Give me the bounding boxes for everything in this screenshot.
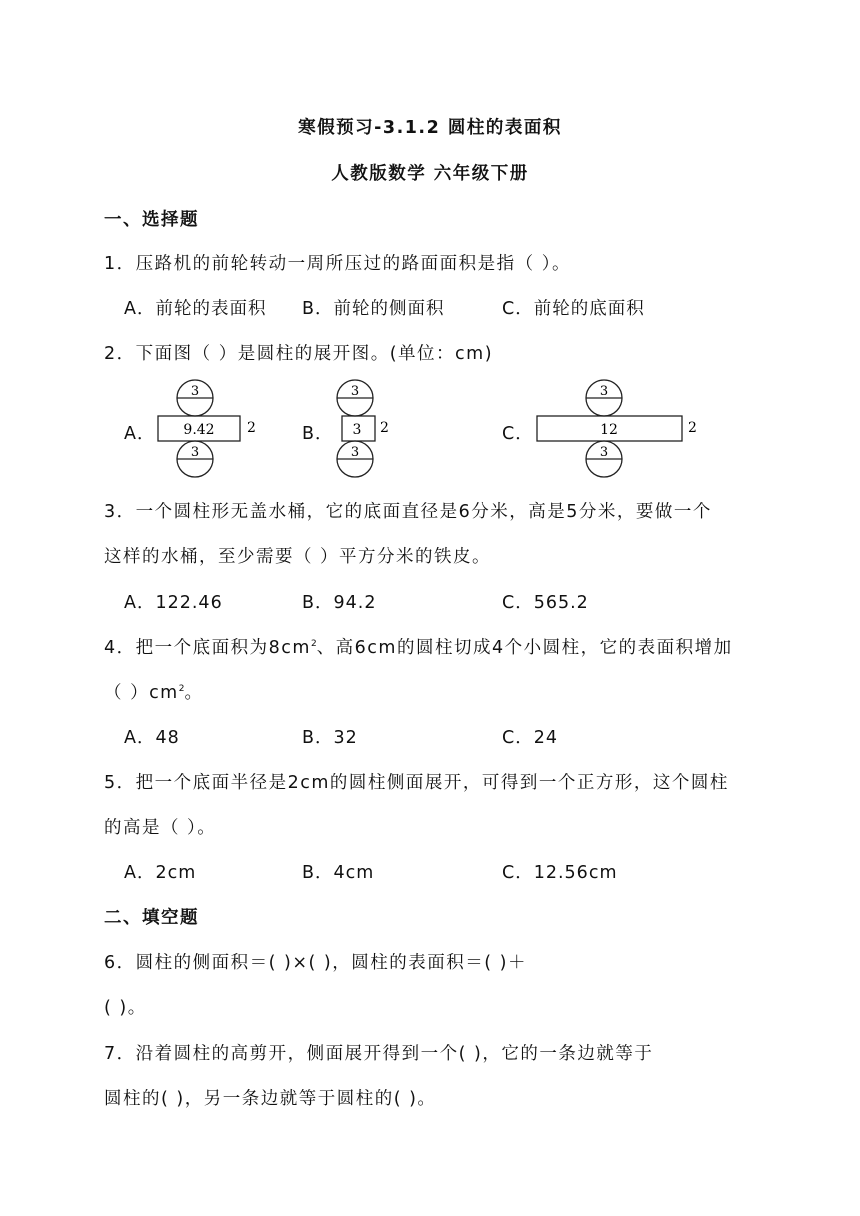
question-2-option-b: B． — [302, 424, 334, 444]
question-5-option-c: C．12.56cm — [502, 863, 618, 883]
question-7-line-1: 7．沿着圆柱的高剪开，侧面展开得到一个( )，它的一条边就等于 — [104, 1044, 654, 1064]
question-4-option-a: A．48 — [124, 728, 180, 748]
figure-b-top-label: 3 — [350, 384, 360, 399]
figure-a-cylinder-net — [150, 376, 260, 486]
question-5-line-2: 的高是（ ）。 — [104, 818, 217, 838]
figure-b-cylinder-net — [330, 376, 400, 486]
question-4-line-1-part-a: 4．把一个底面积为8cm — [104, 638, 311, 658]
question-4-option-b: B．32 — [302, 728, 358, 748]
question-4-line-1-part-b: 、高6cm的圆柱切成4个小圆柱，它的表面积增加 — [316, 638, 733, 658]
question-5-line-1: 5．把一个底面半径是2cm的圆柱侧面展开，可得到一个正方形，这个圆柱 — [104, 773, 729, 793]
question-4-unit-superscript-2: 2 — [178, 684, 185, 694]
figure-b-bottom-label: 3 — [350, 445, 360, 460]
question-2-text: 2．下面图（ ）是圆柱的展开图。(单位：cm) — [104, 344, 494, 364]
question-3-option-b: B．94.2 — [302, 593, 377, 613]
question-4-line-2-part-b: 。 — [184, 683, 204, 703]
question-3-line-2: 这样的水桶，至少需要（ ）平方分米的铁皮。 — [104, 547, 492, 567]
question-4-unit-superscript: 2 — [310, 639, 317, 649]
figure-c-cylinder-net — [530, 376, 710, 486]
figure-c-side-label: 2 — [688, 420, 697, 436]
figure-c-top-label: 3 — [599, 384, 609, 399]
question-5-option-b: B．4cm — [302, 863, 375, 883]
question-3-option-c: C．565.2 — [502, 593, 589, 613]
figure-a-top-label: 3 — [190, 384, 200, 399]
figure-b-rect-label: 3 — [352, 422, 362, 438]
question-2-option-a: A． — [124, 424, 156, 444]
figure-a-rect-label: 9.42 — [183, 422, 215, 438]
figure-c-bottom-label: 3 — [599, 445, 609, 460]
question-3-line-1: 3．一个圆柱形无盖水桶，它的底面直径是6分米，高是5分米，要做一个 — [104, 502, 712, 522]
section-heading-choice: 一、选择题 — [104, 210, 199, 230]
question-6-line-2: ( )。 — [104, 998, 147, 1018]
question-2-option-c: C． — [502, 424, 534, 444]
section-heading-fill: 二、填空题 — [104, 908, 199, 928]
question-1-option-a: A．前轮的表面积 — [124, 299, 267, 319]
figure-a-side-label: 2 — [247, 420, 256, 436]
question-4-line-1 — [104, 634, 733, 659]
page-subtitle: 人教版数学 六年级下册 — [331, 164, 529, 184]
page-title: 寒假预习-3.1.2 圆柱的表面积 — [298, 118, 562, 138]
question-7-line-2: 圆柱的( )，另一条边就等于圆柱的( )。 — [104, 1089, 437, 1109]
question-4-option-c: C．24 — [502, 728, 558, 748]
question-3-option-a: A．122.46 — [124, 593, 223, 613]
figure-a-bottom-label: 3 — [190, 445, 200, 460]
question-4-line-2 — [104, 679, 203, 704]
figure-c-rect-label: 12 — [600, 422, 618, 438]
question-5-option-a: A．2cm — [124, 863, 197, 883]
question-1-text: 1．压路机的前轮转动一周所压过的路面面积是指（ ）。 — [104, 254, 571, 274]
question-1-option-c: C．前轮的底面积 — [502, 299, 645, 319]
question-1-option-b: B．前轮的侧面积 — [302, 299, 445, 319]
question-4-line-2-part-a: （ ）cm — [104, 683, 179, 703]
figure-b-side-label: 2 — [380, 420, 389, 436]
question-6-line-1: 6．圆柱的侧面积＝( )×( )，圆柱的表面积＝( )＋ — [104, 953, 527, 973]
